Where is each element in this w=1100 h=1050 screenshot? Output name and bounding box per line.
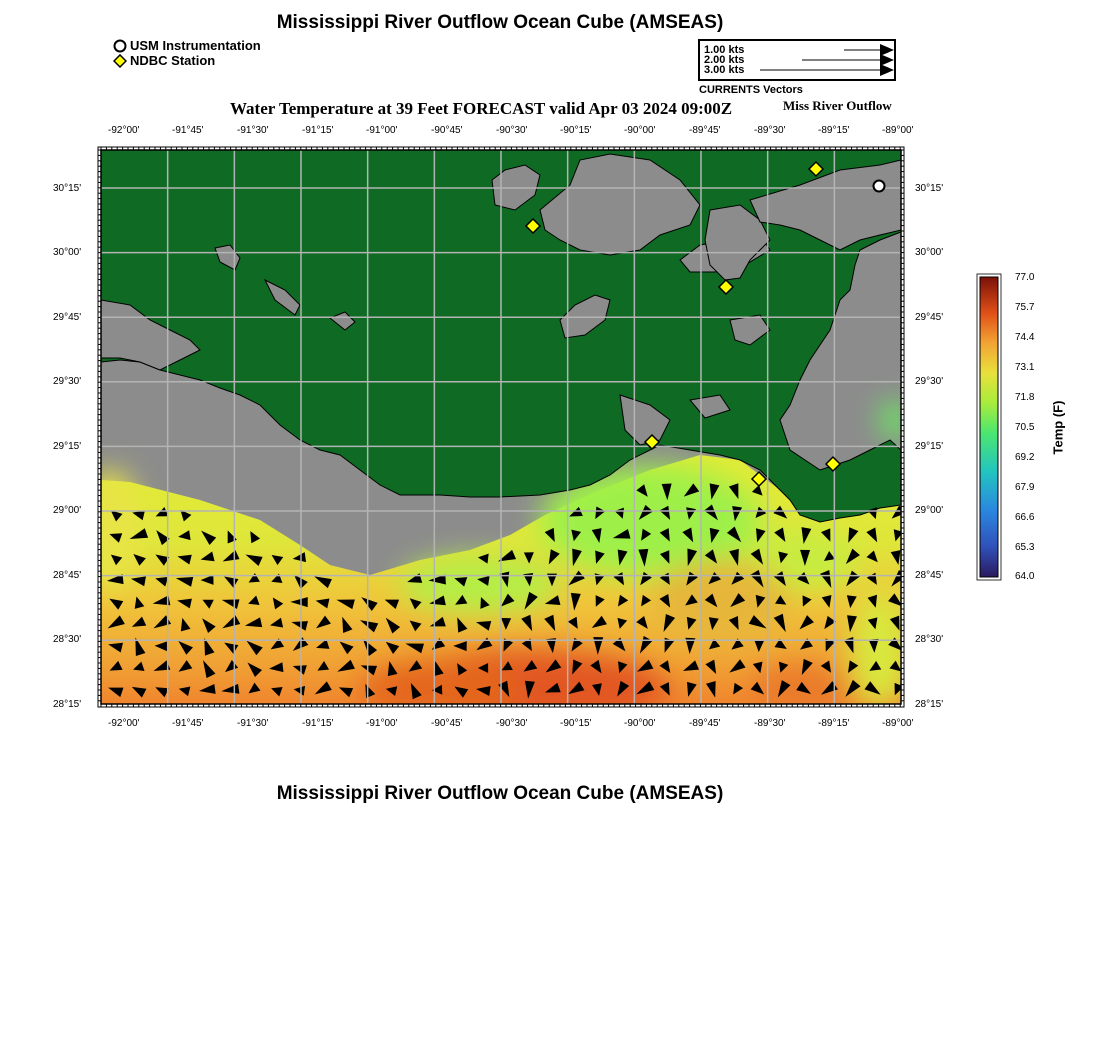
lon-label-bottom: -90°30' <box>496 718 528 729</box>
map-subtitle: Water Temperature at 39 Feet FORECAST valid Apr 03 2024 09:00Z <box>230 99 733 118</box>
lon-label-top: -89°45' <box>689 125 721 136</box>
colorbar-tick: 64.0 <box>1015 571 1035 582</box>
lat-label-left: 29°00' <box>53 505 82 516</box>
lat-label-left: 29°30' <box>53 376 82 387</box>
lat-label-right: 28°15' <box>915 699 944 710</box>
lon-label-top: -89°30' <box>754 125 786 136</box>
vector-legend-caption: CURRENTS Vectors <box>699 84 803 96</box>
lon-label-top: -90°15' <box>560 125 592 136</box>
colorbar-tick: 71.8 <box>1015 392 1035 403</box>
lon-label-bottom: -90°45' <box>431 718 463 729</box>
lon-label-bottom: -89°00' <box>882 718 914 729</box>
colorbar-tick: 65.3 <box>1015 542 1035 553</box>
lon-label-bottom: -91°30' <box>237 718 269 729</box>
lat-label-right: 28°45' <box>915 570 944 581</box>
lon-label-bottom: -90°00' <box>624 718 656 729</box>
lat-label-right: 30°15' <box>915 183 944 194</box>
lon-label-top: -90°30' <box>496 125 528 136</box>
lon-label-bottom: -89°30' <box>754 718 786 729</box>
colorbar-tick: 75.7 <box>1015 302 1035 313</box>
vector-legend-row: 1.00 kts <box>704 44 745 56</box>
lon-label-top: -92°00' <box>108 125 140 136</box>
colorbar-tick: 69.2 <box>1015 452 1035 463</box>
lat-label-right: 29°30' <box>915 376 944 387</box>
lat-label-left: 29°15' <box>53 441 82 452</box>
colorbar-tick: 74.4 <box>1015 332 1035 343</box>
vector-legend-row: 2.00 kts <box>704 54 745 66</box>
lat-label-right: 29°00' <box>915 505 944 516</box>
usm-station-marker[interactable] <box>874 181 885 192</box>
usm-legend-label: USM Instrumentation <box>130 38 261 53</box>
lon-label-bottom: -91°00' <box>366 718 398 729</box>
lon-label-top: -89°15' <box>818 125 850 136</box>
lon-label-top: -90°00' <box>624 125 656 136</box>
map-title: Mississippi River Outflow Ocean Cube (AMSEAS) <box>276 12 724 33</box>
lon-label-bottom: -89°45' <box>689 718 721 729</box>
colorbar-tick: 77.0 <box>1015 272 1035 283</box>
lat-label-right: 29°15' <box>915 441 944 452</box>
colorbar-tick: 73.1 <box>1015 362 1035 373</box>
lat-label-right: 28°30' <box>915 634 944 645</box>
lat-label-left: 29°45' <box>53 312 82 323</box>
lon-label-top: -89°00' <box>882 125 914 136</box>
colorbar-label: Temp (F) <box>1050 400 1066 455</box>
lon-label-top: -91°30' <box>237 125 269 136</box>
vector-legend-row: 3.00 kts <box>704 64 745 76</box>
ndbc-legend-label: NDBC Station <box>130 53 216 68</box>
lat-label-left: 30°00' <box>53 247 82 258</box>
lon-label-top: -91°00' <box>366 125 398 136</box>
lon-label-bottom: -91°15' <box>302 718 334 729</box>
lat-label-left: 30°15' <box>53 183 82 194</box>
lon-label-bottom: -89°15' <box>818 718 850 729</box>
lon-label-top: -91°15' <box>302 125 334 136</box>
region-label: Miss River Outflow <box>783 98 892 113</box>
colorbar-tick: 66.6 <box>1015 512 1035 523</box>
lat-label-left: 28°30' <box>53 634 82 645</box>
footer-title: Mississippi River Outflow Ocean Cube (AMSEAS) <box>276 783 724 804</box>
lat-label-right: 30°00' <box>915 247 944 258</box>
lon-label-top: -91°45' <box>172 125 204 136</box>
lat-label-left: 28°15' <box>53 699 82 710</box>
lon-label-top: -90°45' <box>431 125 463 136</box>
lon-label-bottom: -90°15' <box>560 718 592 729</box>
lat-label-left: 28°45' <box>53 570 82 581</box>
lon-label-bottom: -92°00' <box>108 718 140 729</box>
colorbar-tick: 67.9 <box>1015 482 1035 493</box>
lon-label-bottom: -91°45' <box>172 718 204 729</box>
lat-label-right: 29°45' <box>915 312 944 323</box>
colorbar-tick: 70.5 <box>1015 422 1035 433</box>
